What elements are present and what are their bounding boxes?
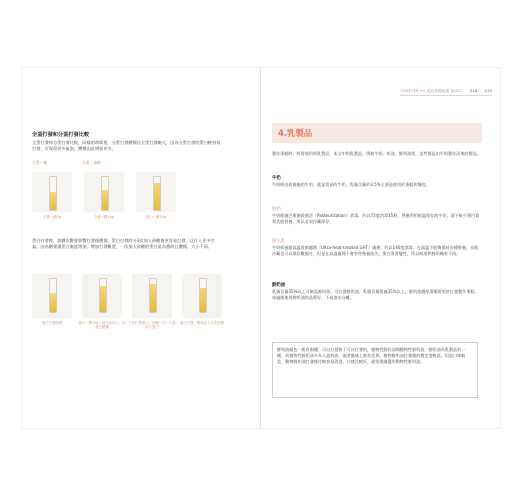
running-head-section: 烘焙基礎知識 BASIC [426,89,463,93]
photo-tube-5 [82,274,122,318]
heading-milk: 牛奶 [272,176,281,181]
legend-item: 全蛋＋糖 [32,160,48,165]
page-number-left: 018 [469,89,478,93]
page-number-right: 019 [484,89,492,93]
tube-icon [199,278,207,313]
caption: 全蛋＋糖10g [93,215,115,219]
caption: 不加打發蛋白，砂糖一次一口氣加入蛋白 [128,321,176,330]
tube-icon [49,278,57,313]
left-paragraph-1: 全蛋打發和分蛋打發比較，同樣的時間裡，分蛋打發體積比全蛋打發略大，因為分蛋打發的蛋白較容易打發，可保留更多氣泡，體積因此增加更多。 [32,140,221,152]
photo-tube-6 [132,274,172,318]
tube-icon [99,278,107,313]
photo-tube-4 [32,274,72,318]
tube-fill [50,293,56,312]
tube-fill [154,183,160,210]
caption: 全蛋＋糖5g [43,215,61,219]
legend-item: 分蛋＋加糖 [82,160,101,165]
intro-text: 製作蛋糕時，經常使用到乳製品，本文中的乳製品，例如牛奶、奶油、鮮奶油等，這些都是由牛奶製作而來的製品。 [272,151,481,156]
photo-tube-3 [136,172,176,212]
section-title-bar [272,123,482,143]
page-gutter [260,68,261,428]
tube-fill [150,284,156,312]
photo-tube-7 [182,274,222,318]
header-rule [400,95,492,96]
text-milk: 牛奶經由殺菌過的牛奶，就是常見的牛奶，乳脂含量約3.5%主要是使用於蛋糕和麵包。 [272,182,430,187]
text-fresh-milk: 牛奶經過巴斯德殺菌法（Pasteurization）消毒，約以72度消毒15秒，然後利用低溫保存的牛奶，留下較少蛋白質和其他營養，所以必須冷藏保存。 [272,213,480,224]
left-page-title: 全蛋打發和分蛋打發比較 [32,132,90,138]
legend-row [32,160,242,168]
running-head-chapter: CHAPTER 04 [400,89,426,93]
tube-fill [50,192,56,210]
section-title: 4.乳製品 [278,128,313,138]
tube-fill [200,288,206,312]
right-page [272,68,492,428]
caption: 蛋白＋糖10g [145,215,167,219]
tube-icon [49,176,57,211]
running-head [401,89,492,94]
text-uht-milk: 牛奶經過超高溫殺菌處理（Ultra-heat-treated UHT）處理，約以140度消毒，在高溫下能夠保持各種營養，未經冷藏也可以保存數個月，但是在高溫處理下會有些營養流失，蛋白質會變性，所以味道和鮮奶略有不同。 [272,245,479,256]
caption: 蛋白打發，開始加入分次砂糖 [179,321,225,325]
caption: 蛋白打發體積 [41,321,63,325]
book-spread [22,68,500,428]
heading-fresh-milk: 鮮奶 [272,207,281,212]
tube-icon [153,176,161,211]
left-page [32,68,250,428]
heading-uht-milk: 保久乳 [272,239,286,244]
tube-fill [100,286,106,312]
info-box: 鮮奶油顏色一般有兩種：可以打發和不可以打發的，植物性鮮奶油與動物性鮮奶油，鮮奶油為乳製品的一種，而植物性鮮奶油多為人造奶油，兩者風味上都有差異。植物鮮奶油打發後的穩定度較高，但是口味較差，動物鮮奶油打發後比較容易消泡，口感比較好，通常建議選用動物性鮮奶油。 [272,342,478,398]
tube-fill [102,190,108,210]
photo-tube-1 [32,172,72,212]
caption: 蛋白＋糖10g（同分次加入）的蛋白體積 [78,321,126,330]
photo-tube-2 [84,172,124,212]
tube-icon [101,176,109,211]
text-cream: 乳脂含量35%以上可稱爲鮮奶油，可打發鮮奶油，乳脂含量超過35%以上，鮮奶油濃厚滑順常用於打發製作蛋糕，冰過後使用鮮奶油的品質好，不易油水分離。 [272,289,479,300]
heading-cream: 鮮奶油 [272,283,286,288]
left-paragraph-2: 蛋白打發時，加糖次數會影響打發後體積。蛋白打發時分3次加入砂糖會更容易打發，且打入更多空氣。因為糖會讓蛋白黏度增加，增加打發難度，一次加入砂糖的蛋白最為費時且體積，大小不同。 [32,238,215,250]
tube-icon [149,278,157,313]
